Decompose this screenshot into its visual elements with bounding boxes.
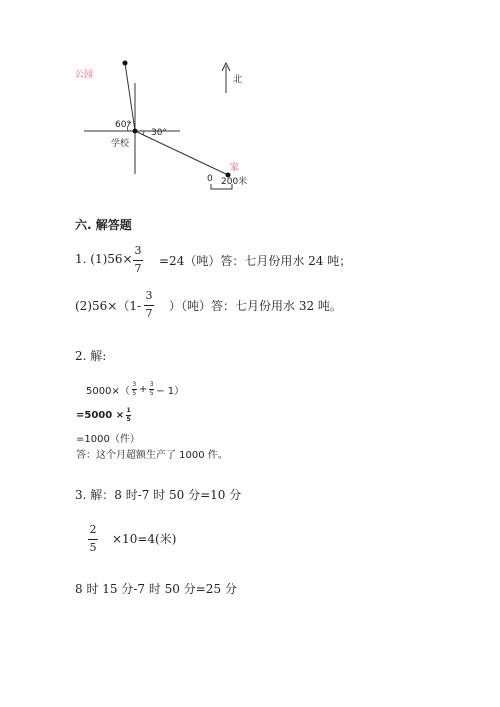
q2-label: 2. 解: [75,349,107,363]
fraction-numerator: 3 [134,244,142,257]
q2-line2-start: =5000 × [76,410,125,421]
scale-zero-label: 0 [207,174,213,184]
q2-answer: 答：这个月超额生产了 1000 件。 [76,450,228,461]
fraction-bar [144,305,154,306]
q3-line2-end: ×10=4(米) [112,532,177,546]
q2-line3: =1000（件） [76,434,140,445]
q2-fraction-1 [132,382,137,397]
q2-fraction-2 [149,382,154,397]
section-title: 六. 解答题 [75,218,132,232]
fraction-numerator: 2 [89,523,97,536]
park-label: 公园 [75,70,94,80]
diagram-lines [0,0,500,220]
park-point [123,61,128,66]
fraction-denominator: 5 [132,390,137,397]
fraction-numerator: 3 [132,381,137,388]
q1-line2-end: ）（吨）答：七月份用水 32 吨。 [169,299,342,313]
q3-fraction [88,524,98,554]
fraction-denominator: 5 [89,541,97,554]
angle-30-label: 30° [151,128,167,138]
home-route-line [135,131,228,175]
fraction-numerator: 3 [149,381,154,388]
q2-expr-start: 5000×（ [86,386,130,397]
q3-line1: 3. 解：8 时-7 时 50 分=10 分 [75,488,242,502]
q1-line1-fraction [133,245,143,275]
school-point [133,129,138,134]
q1-line1-start: 1. (1)56× [75,252,133,266]
q2-line2 [76,408,131,423]
angle-30-arc [143,131,144,135]
q3-line3: 8 时 15 分-7 时 50 分=25 分 [75,582,237,596]
fraction-numerator: 1 [126,407,131,414]
q2-expr-end: − 1） [156,386,185,397]
fraction-denominator: 5 [126,416,131,423]
scale-length-label: 200米 [221,177,248,187]
q2-plus: + [138,384,148,395]
school-label: 学校 [111,139,130,149]
fraction-denominator: 7 [134,262,142,275]
fraction-bar [88,539,98,540]
fraction-denominator: 5 [149,390,154,397]
q2-expression [86,382,184,397]
fraction-bar [133,260,143,261]
fraction-numerator: 3 [145,289,153,302]
q1-line1-end: =24（吨）答：七月份用水 24 吨； [159,254,352,268]
angle-60-label: 60° [115,120,131,130]
north-label: 北 [233,75,243,85]
q1-line2-fraction [144,290,154,320]
q2-fraction-3 [126,408,131,423]
home-label: 家 [230,163,240,173]
q1-line2-start: (2)56×（1- [75,299,142,313]
fraction-denominator: 7 [145,307,153,320]
